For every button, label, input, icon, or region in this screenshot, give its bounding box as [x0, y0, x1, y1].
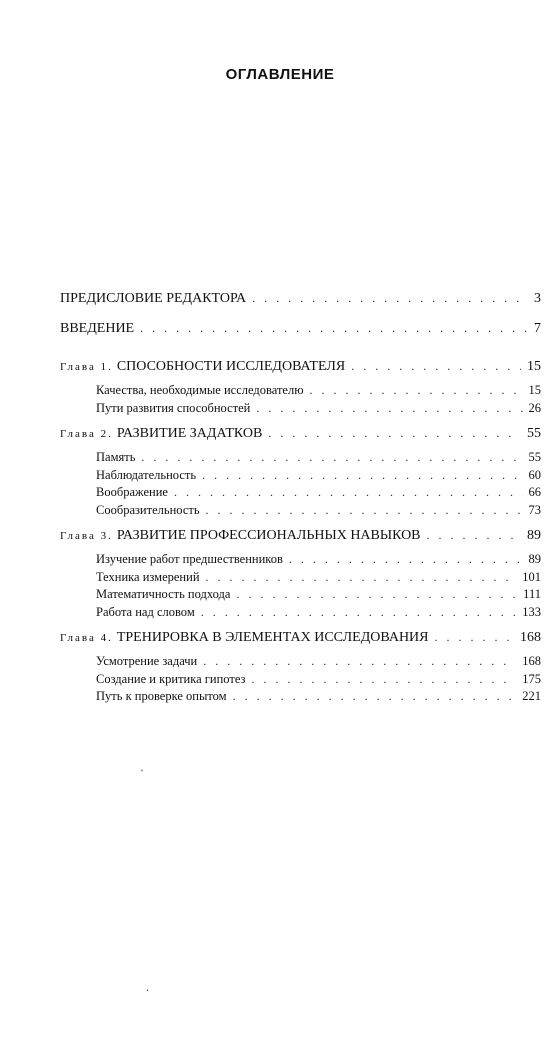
toc-page-number: 111	[523, 587, 541, 601]
toc-page-number: 168	[520, 630, 541, 645]
toc-page-number: 60	[528, 467, 541, 482]
toc-section	[60, 485, 541, 503]
leader-dots	[201, 605, 517, 620]
chapter-prefix: Глава 1.	[60, 361, 113, 373]
toc-section	[60, 552, 541, 570]
toc-section	[60, 654, 541, 672]
toc-section	[60, 450, 541, 468]
toc-page-number: 101	[522, 569, 541, 584]
toc-page-number: 15	[527, 359, 541, 374]
toc-section-label: Изучение работ предшественников	[96, 552, 283, 566]
toc-page-number: 89	[528, 552, 541, 566]
leader-dots	[435, 630, 514, 646]
toc-entry-introduction	[60, 321, 541, 351]
chapter-prefix: Глава 2.	[60, 428, 113, 440]
table-of-contents	[60, 291, 541, 707]
toc-section	[60, 672, 541, 690]
toc-section	[60, 689, 541, 707]
toc-section-label: Создание и критика гипотез	[96, 671, 246, 686]
toc-page-number: 7	[534, 321, 541, 336]
toc-section-label: Память	[96, 450, 136, 464]
toc-section-label: Наблюдательность	[96, 467, 197, 482]
page-title: ОГЛАВЛЕНИЕ	[225, 66, 335, 83]
leader-dots	[174, 485, 523, 500]
chapter-title: РАЗВИТИЕ ПРОФЕССИОНАЛЬНЫХ НАВЫКОВ	[116, 528, 421, 543]
toc-chapter-2	[60, 426, 541, 450]
toc-section-label: Математичность подхода	[96, 587, 231, 601]
toc-entry-label: ВВЕДЕНИЕ	[60, 321, 135, 336]
toc-section	[60, 587, 541, 605]
leader-dots	[202, 468, 522, 483]
leader-dots	[351, 359, 521, 375]
scan-speck: .	[146, 980, 149, 994]
toc-chapter-3	[60, 528, 541, 552]
toc-entry-label: ПРЕДИСЛОВИЕ РЕДАКТОРА	[60, 291, 247, 306]
toc-page-number: 26	[528, 400, 541, 415]
leader-dots	[206, 570, 517, 585]
toc-section	[60, 570, 541, 588]
toc-page-number: 73	[528, 502, 541, 517]
chapter-title: ТРЕНИРОВКА В ЭЛЕМЕНТАХ ИССЛЕДОВАНИЯ	[116, 630, 429, 645]
scan-speck: ˏ	[140, 758, 144, 772]
leader-dots	[233, 689, 517, 704]
toc-section-label: Пути развития способностей	[96, 400, 251, 415]
leader-dots	[268, 426, 521, 442]
toc-entry-preface	[60, 291, 541, 321]
leader-dots	[203, 654, 516, 669]
toc-page-number: 133	[522, 604, 541, 619]
chapter-title: СПОСОБНОСТИ ИССЛЕДОВАТЕЛЯ	[116, 359, 346, 374]
leader-dots	[236, 587, 517, 602]
toc-section	[60, 503, 541, 521]
toc-chapter-1	[60, 359, 541, 383]
toc-page-number: 15	[528, 383, 541, 397]
toc-section	[60, 401, 541, 419]
leader-dots	[206, 503, 523, 518]
leader-dots	[252, 291, 528, 307]
toc-section-label: Качества, необходимые исследователю	[96, 383, 304, 397]
toc-section-label: Сообразительность	[96, 502, 200, 517]
chapter-title: РАЗВИТИЕ ЗАДАТКОВ	[116, 426, 263, 441]
leader-dots	[256, 401, 522, 416]
toc-section-label: Техника измерений	[96, 569, 200, 584]
toc-section-label: Путь к проверке опытом	[96, 689, 227, 703]
toc-section	[60, 605, 541, 623]
toc-page-number: 55	[528, 450, 541, 464]
leader-dots	[427, 528, 521, 544]
toc-page-number: 89	[527, 528, 541, 543]
toc-section	[60, 383, 541, 401]
toc-page-number: 66	[528, 485, 541, 499]
toc-section-label: Работа над словом	[96, 604, 195, 619]
toc-section	[60, 468, 541, 486]
toc-section-label: Воображение	[96, 485, 168, 499]
leader-dots	[289, 552, 523, 567]
leader-dots	[252, 672, 517, 687]
toc-section-label: Усмотрение задачи	[96, 654, 198, 668]
toc-page-number: 55	[527, 426, 541, 441]
chapter-prefix: Глава 4.	[60, 632, 113, 644]
leader-dots	[310, 383, 523, 398]
toc-page-number: 168	[522, 654, 541, 668]
leader-dots	[140, 321, 528, 337]
toc-page-number: 221	[522, 689, 541, 703]
chapter-prefix: Глава 3.	[60, 530, 113, 542]
toc-page-number: 3	[534, 291, 541, 306]
toc-page-number: 175	[522, 671, 541, 686]
leader-dots	[141, 450, 522, 465]
toc-chapter-4	[60, 630, 541, 654]
